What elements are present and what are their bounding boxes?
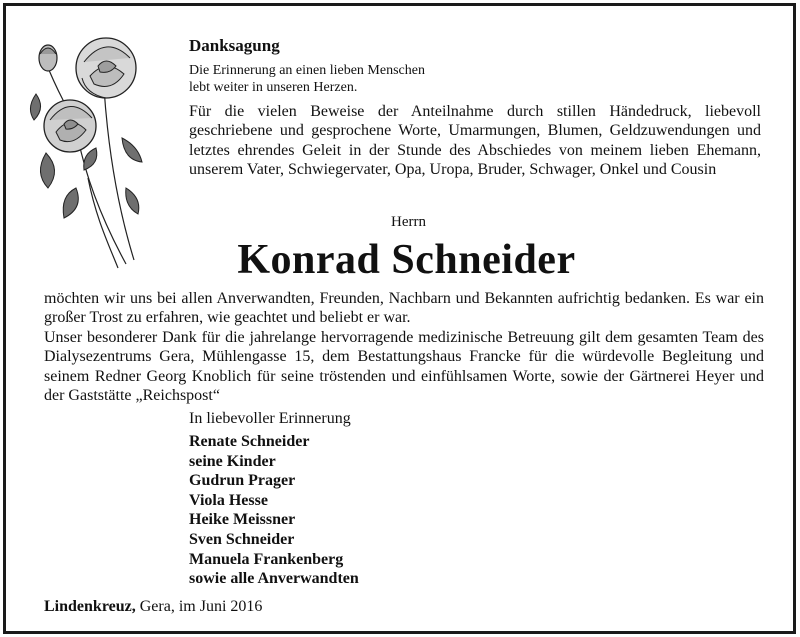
rose-upper-icon (76, 38, 136, 98)
heading: Danksagung (189, 36, 280, 55)
footer-location-date: Gera, im Juni 2016 (139, 598, 263, 615)
deceased-name: Konrad Schneider (237, 237, 576, 283)
signature-intro: In liebevoller Erinnerung (189, 410, 351, 427)
signatory: Gudrun Prager (189, 472, 296, 490)
signatory: sowie alle Anverwandten (189, 570, 359, 588)
body-paragraph: möchten wir uns bei allen Anverwandten, Freunden, Nachbarn und Bekannten aufrichtig bedanken. Es war ein großer Trost zu erfahren, wie geachtet und beliebt er war. (44, 290, 764, 327)
signatory: Sven Schneider (189, 530, 295, 548)
obituary-notice (3, 3, 796, 634)
body-text (44, 289, 764, 405)
body-paragraph: Unser besonderer Dank für die jahrelange hervorragende medizinische Betreuung gilt dem gesamten Team des Dialysezentrums Gera, Mühlengasse 15, dem Bestattungshaus Francke für die würdevolle Begleitung und seinem Redner Georg Knoblich für seine tröstenden und einfühlsamen Worte, sowie der Gärtnerei Heyer und der Gaststätte „Reichspost“ (44, 328, 764, 405)
intro-text: Für die vielen Beweise der Anteilnahme durch stillen Händedruck, liebevoll geschriebene und gesprochene Worte, Umarmungen, Blumen, Geldzuwendungen und letztes ehrendes Geleit in der Stunde des Abschiedes von meinem lieben Ehemann, unserem Vater, Schwiegervater, Opa, Uropa, Bruder, Schwager, Onkel und Cousin (189, 103, 761, 179)
signatory: Viola Hesse (189, 491, 268, 509)
signatory: Renate Schneider (189, 433, 310, 450)
footer-place-date (44, 598, 262, 616)
quote-line: Die Erinnerung an einen lieben Menschen (189, 63, 425, 78)
salutation: Herrn (391, 214, 426, 230)
rose-lower-icon (44, 100, 96, 152)
signatory: Heike Meissner (189, 511, 296, 529)
signatory: Manuela Frankenberg (189, 550, 344, 568)
memorial-quote (189, 62, 425, 96)
rosebud-icon (39, 45, 57, 71)
signature-list (189, 432, 359, 589)
quote-line: lebt weiter in unseren Herzen. (189, 80, 358, 95)
signatory: seine Kinder (189, 452, 276, 470)
footer-place: Lindenkreuz, (44, 598, 136, 615)
